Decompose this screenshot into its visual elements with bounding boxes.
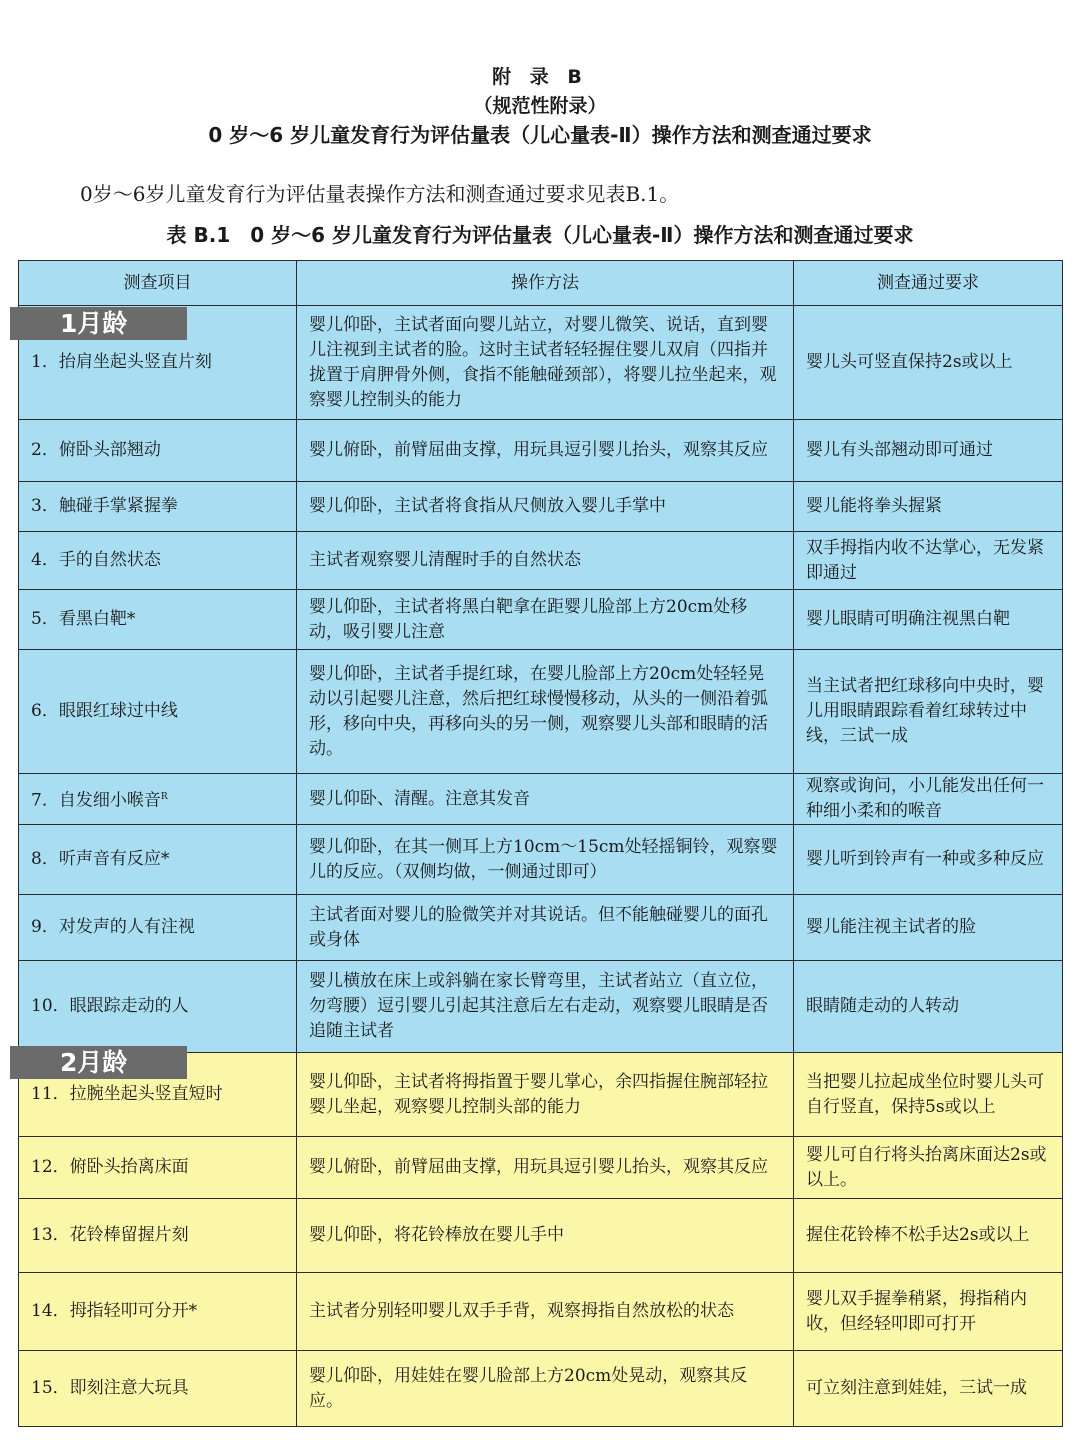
method-cell: 婴儿仰卧，主试者面向婴儿站立，对婴儿微笑、说话，直到婴儿注视到主试者的脸。这时主试者轻轻握住婴儿双肩（四指并拢置于肩胛骨外侧，食指不能触碰颈部），将婴儿拉坐起来，观察婴儿控制头的能力: [297, 306, 794, 420]
appendix-label: 附 录 B: [492, 66, 588, 88]
item-name: 8．听声音有反应*: [31, 849, 170, 869]
method-cell: 婴儿仰卧，用娃娃在婴儿脸部上方20cm处晃动，观察其反应。: [297, 1351, 794, 1427]
method-cell: 婴儿俯卧，前臂屈曲支撑，用玩具逗引婴儿抬头，观察其反应: [297, 1137, 794, 1199]
table-row: [19, 1137, 1063, 1199]
method-cell: 主试者面对婴儿的脸微笑并对其说话。但不能触碰婴儿的面孔或身体: [297, 895, 794, 961]
item-name: 7．自发细小喉音: [31, 790, 161, 811]
column-header-pass: 测查通过要求: [794, 261, 1063, 306]
method-cell: 婴儿仰卧，主试者将黑白靶拿在距婴儿脸部上方20cm处移动，吸引婴儿注意: [297, 590, 794, 650]
item-cell: [19, 1137, 297, 1199]
item-cell: [19, 774, 297, 825]
table-row: [19, 1351, 1063, 1427]
item-name: 9．对发声的人有注视: [31, 917, 195, 937]
normative-label: （规范性附录）: [473, 95, 607, 117]
table-row: [19, 650, 1063, 774]
pass-cell: 婴儿眼睛可明确注视黑白靶: [794, 590, 1063, 650]
pass-cell: 当把婴儿拉起成坐位时婴儿头可自行竖直，保持5s或以上: [794, 1053, 1063, 1137]
appendix-title: 0 岁～6 岁儿童发育行为评估量表（儿心量表-Ⅱ）操作方法和测查通过要求: [208, 123, 872, 147]
table-row: [19, 532, 1063, 590]
item-name: 13．花铃棒留握片刻: [31, 1225, 189, 1245]
item-cell: [19, 650, 297, 774]
table-row: [19, 774, 1063, 825]
item-name: 14．拇指轻叩可分开*: [31, 1301, 198, 1321]
item-name: 15．即刻注意大玩具: [31, 1378, 189, 1398]
item-cell: [19, 895, 297, 961]
pass-cell: 握住花铃棒不松手达2s或以上: [794, 1199, 1063, 1273]
method-cell: 婴儿仰卧，将花铃棒放在婴儿手中: [297, 1199, 794, 1273]
method-cell: 主试者分别轻叩婴儿双手手背，观察拇指自然放松的状态: [297, 1273, 794, 1351]
method-cell: 婴儿仰卧，主试者将食指从尺侧放入婴儿手掌中: [297, 482, 794, 532]
pass-cell: 眼睛随走动的人转动: [794, 961, 1063, 1053]
method-cell: 婴儿仰卧，主试者手提红球，在婴儿脸部上方20cm处轻轻晃动以引起婴儿注意，然后把红球慢慢移动，从头的一侧沿着弧形，移向中央，再移向头的另一侧，观察婴儿头部和眼睛的活动。: [297, 650, 794, 774]
item-name: 12．俯卧头抬离床面: [31, 1157, 189, 1177]
pass-cell: 婴儿听到铃声有一种或多种反应: [794, 825, 1063, 895]
pass-cell: 双手拇指内收不达掌心，无发紧即通过: [794, 532, 1063, 590]
method-cell: 主试者观察婴儿清醒时手的自然状态: [297, 532, 794, 590]
pass-cell: 婴儿能将拳头握紧: [794, 482, 1063, 532]
pass-cell: 观察或询问，小儿能发出任何一种细小柔和的喉音: [794, 774, 1063, 825]
item-cell: [19, 1351, 297, 1427]
table-row: [19, 420, 1063, 482]
pass-cell: 当主试者把红球移向中央时，婴儿用眼睛跟踪看着红球转过中线，三试一成: [794, 650, 1063, 774]
item-cell: [19, 961, 297, 1053]
age-tag-2-month: 2月龄: [10, 1046, 187, 1079]
item-name: 6．眼跟红球过中线: [31, 701, 178, 721]
table-header-row: [19, 261, 1063, 306]
item-name: 2．俯卧头部翘动: [31, 440, 161, 460]
age-tag-1-month: 1月龄: [10, 307, 187, 340]
table-row: [19, 825, 1063, 895]
column-header-item: 测查项目: [19, 261, 297, 306]
item-cell: [19, 1273, 297, 1351]
table-row: [19, 1199, 1063, 1273]
assessment-table: [18, 260, 1063, 1427]
table-row: [19, 590, 1063, 650]
item-name: 11．拉腕坐起头竖直短时: [31, 1084, 223, 1104]
method-cell: 婴儿俯卧，前臂屈曲支撑，用玩具逗引婴儿抬头，观察其反应: [297, 420, 794, 482]
item-cell: [19, 532, 297, 590]
intro-paragraph: 0岁～6岁儿童发育行为评估量表操作方法和测查通过要求见表B.1。: [80, 182, 680, 206]
pass-cell: 婴儿能注视主试者的脸: [794, 895, 1063, 961]
item-name: 10．眼跟踪走动的人: [31, 996, 189, 1016]
table-row: [19, 895, 1063, 961]
item-name: 1．抬肩坐起头竖直片刻: [31, 352, 212, 372]
item-cell: [19, 482, 297, 532]
item-superscript: R: [160, 791, 168, 802]
item-cell: [19, 1199, 297, 1273]
table-row: [19, 1273, 1063, 1351]
method-cell: 婴儿仰卧，主试者将拇指置于婴儿掌心，余四指握住腕部轻拉婴儿坐起，观察婴儿控制头部的能力: [297, 1053, 794, 1137]
pass-cell: 可立刻注意到娃娃，三试一成: [794, 1351, 1063, 1427]
method-cell: 婴儿仰卧、清醒。注意其发音: [297, 774, 794, 825]
item-cell: [19, 825, 297, 895]
item-name: 4．手的自然状态: [31, 550, 161, 570]
table-row: [19, 961, 1063, 1053]
item-name: 5．看黑白靶*: [31, 609, 136, 629]
pass-cell: 婴儿可自行将头抬离床面达2s或以上。: [794, 1137, 1063, 1199]
method-cell: 婴儿横放在床上或斜躺在家长臂弯里，主试者站立（直立位，勿弯腰）逗引婴儿引起其注意后左右走动，观察婴儿眼睛是否追随主试者: [297, 961, 794, 1053]
column-header-method: 操作方法: [297, 261, 794, 306]
table-caption: 表 B.1 0 岁～6 岁儿童发育行为评估量表（儿心量表-Ⅱ）操作方法和测查通过要求: [166, 223, 914, 247]
method-cell: 婴儿仰卧，在其一侧耳上方10cm～15cm处轻摇铜铃，观察婴儿的反应。（双侧均做，一侧通过即可）: [297, 825, 794, 895]
item-cell: [19, 590, 297, 650]
pass-cell: 婴儿有头部翘动即可通过: [794, 420, 1063, 482]
table-row: [19, 482, 1063, 532]
item-cell: [19, 420, 297, 482]
pass-cell: 婴儿头可竖直保持2s或以上: [794, 306, 1063, 420]
item-name: 3．触碰手掌紧握拳: [31, 496, 178, 516]
pass-cell: 婴儿双手握拳稍紧，拇指稍内收，但经轻叩即可打开: [794, 1273, 1063, 1351]
